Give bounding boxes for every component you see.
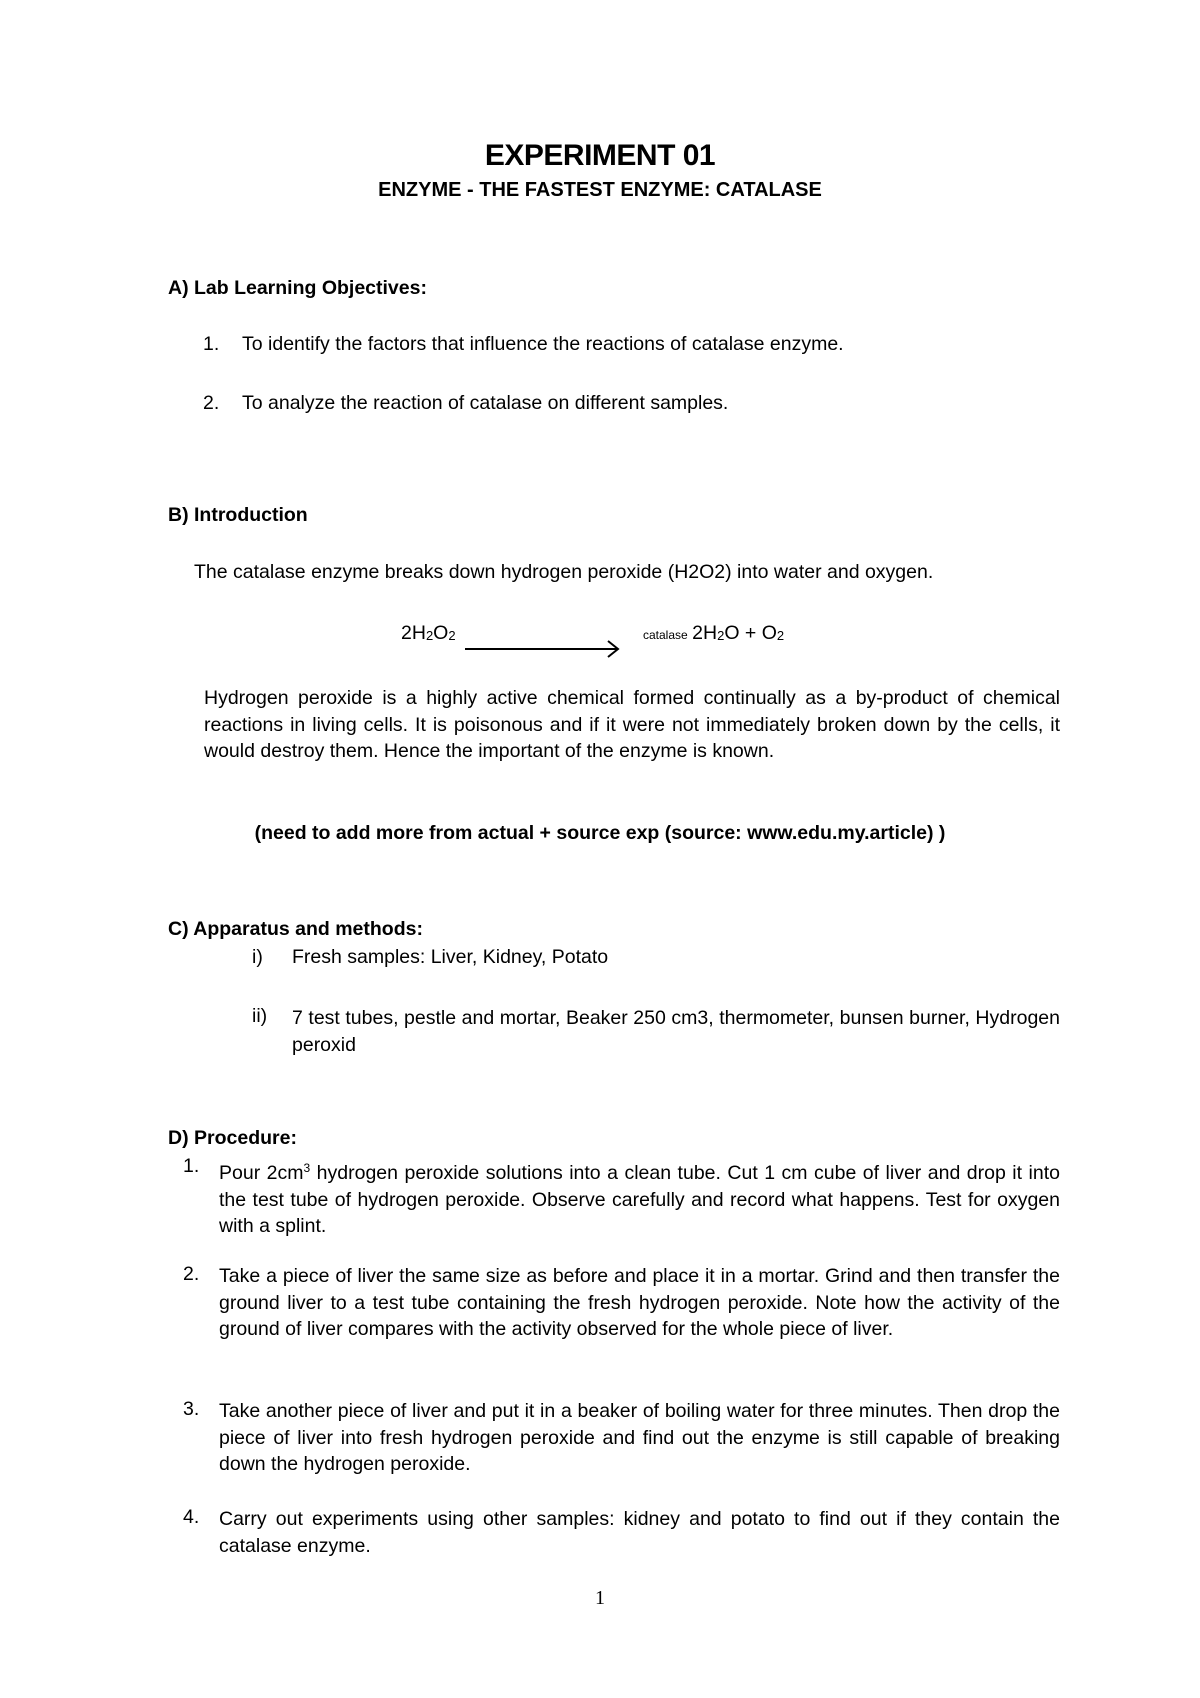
page-number: 1 — [595, 1587, 605, 1609]
procedure-text: Pour $2cm^3$ hydrogen peroxide solutions into a clean tube. Cut 1 cm cube of liver and drop it into the test tube of hydrogen peroxide. Observe carefully and record what happens. Test for oxygen with a splint. — [219, 1161, 1060, 1237]
equation-products: catalase 2H2O + O2 — [643, 622, 785, 644]
procedure-text: Take another piece of liver and put it in a beaker of boiling water for three minutes. Then drop the piece of liver into fresh hydrogen peroxide and find out the enzyme is still capable of breaking down the hydrogen peroxide. — [219, 1400, 1060, 1475]
reaction-arrow — [465, 639, 625, 659]
procedure-number: 4. — [183, 1506, 200, 1528]
equation-reactant: 2H2O2 — [401, 622, 456, 644]
procedure-number: 3. — [183, 1398, 200, 1420]
procedure-number: 2. — [183, 1263, 200, 1285]
section-c-heading: C) Apparatus and methods: — [168, 918, 423, 940]
page-title: EXPERIMENT 01 — [484, 139, 716, 172]
objective-text: To identify the factors that influence the reactions of catalase enzyme. — [242, 333, 844, 355]
source-note: (need to add more from actual + source exp (source: www.edu.my.article) ) — [254, 822, 946, 844]
apparatus-number: i) — [252, 946, 263, 968]
intro-sentence: The catalase enzyme breaks down hydrogen peroxide (H2O2) into water and oxygen. — [194, 561, 934, 583]
procedure-text: Take a piece of liver the same size as before and place it in a mortar. Grind and then transfer the ground liver to a test tube containing the fresh hydrogen peroxide. Note how the activity of the ground of liver compares with the activity observed for the whole piece of liver. — [219, 1265, 1060, 1340]
apparatus-text: 7 test tubes, pestle and mortar, Beaker 250 cm3, thermometer, bunsen burner, Hydrogen peroxid — [292, 1007, 1060, 1056]
procedure-number: 1. — [183, 1155, 200, 1177]
section-b-heading: B) Introduction — [168, 504, 308, 526]
objective-text: To analyze the reaction of catalase on different samples. — [242, 392, 729, 414]
objective-number: 1. — [203, 333, 220, 355]
intro-paragraph: Hydrogen peroxide is a highly active chemical formed continually as a by-product of chemical reactions in living cells. It is poisonous and if it were not immediately broken down by the cells, it would destroy them. Hence the important of the enzyme is known. — [204, 687, 1060, 762]
catalyst-label: catalase — [643, 628, 688, 642]
page-subtitle: ENZYME - THE FASTEST ENZYME: CATALASE — [378, 179, 822, 201]
section-d-heading: D) Procedure: — [168, 1127, 297, 1149]
apparatus-number: ii) — [252, 1005, 268, 1027]
apparatus-text: Fresh samples: Liver, Kidney, Potato — [292, 946, 609, 968]
procedure-text: Carry out experiments using other samples: kidney and potato to find out if they contain the catalase enzyme. — [219, 1508, 1060, 1557]
section-a-heading: A) Lab Learning Objectives: — [168, 277, 427, 299]
objective-number: 2. — [203, 392, 220, 414]
